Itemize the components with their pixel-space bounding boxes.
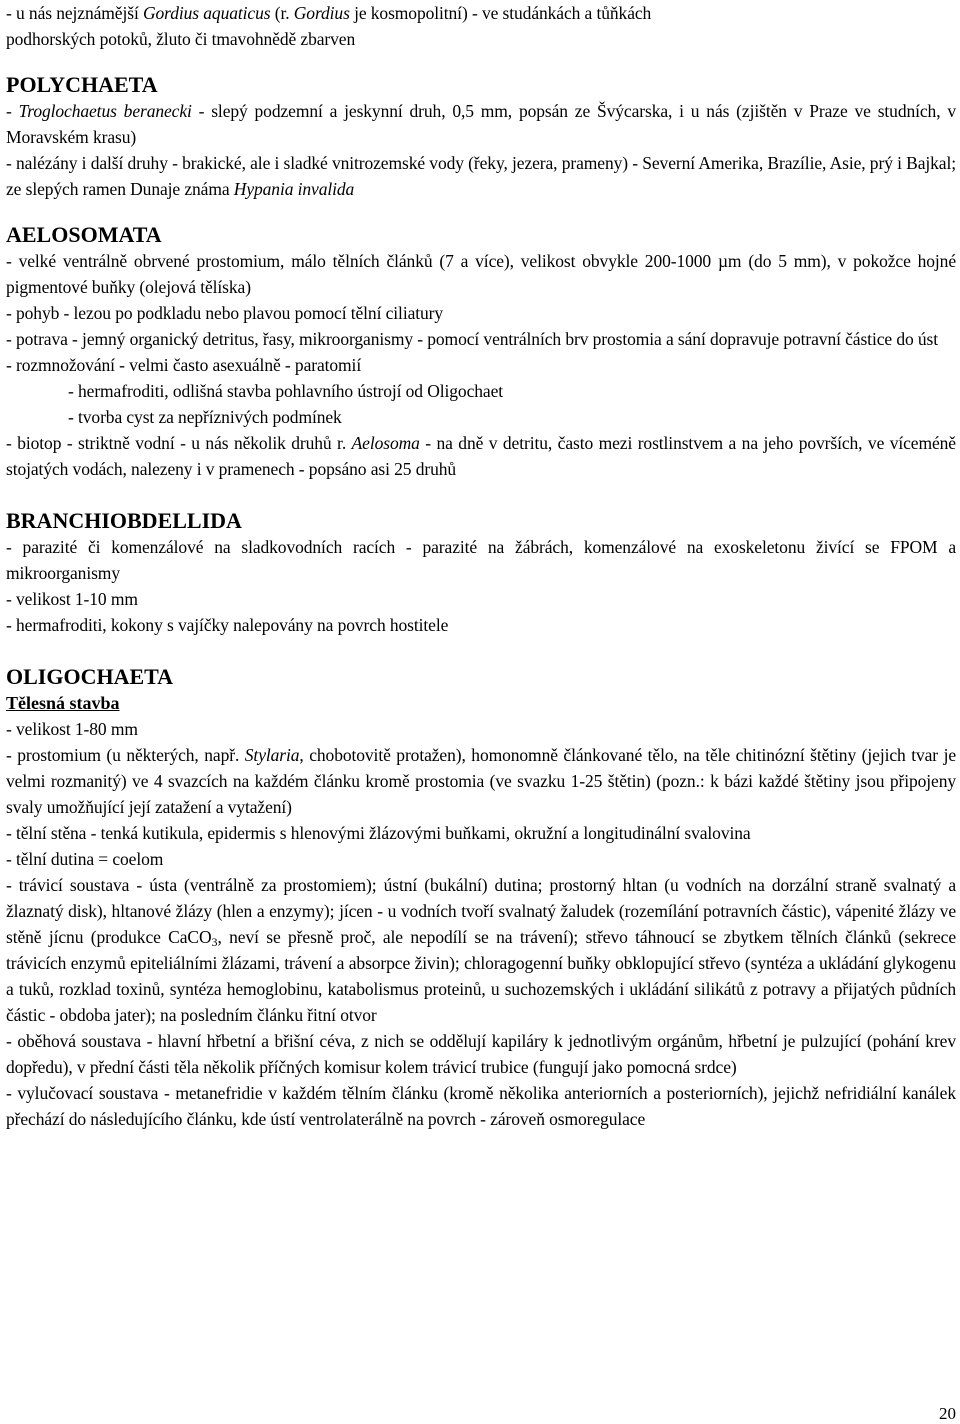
paragraph: - velké ventrálně obrvené prostomium, málo tělních článků (7 a více), velikost obvykle 200-1000 µm (do 5 mm), v pokožce hojné pigmentové buňky (olejová tělíska) — [6, 251, 956, 297]
text: je kosmopolitní) - ve studánkách a tůňkách — [349, 3, 652, 23]
paragraph: - rozmnožování - velmi často asexuálně - paratomií — [6, 355, 362, 375]
paragraph: - velikost 1-10 mm — [6, 589, 138, 609]
paragraph: - tělní stěna - tenká kutikula, epidermis s hlenovými žlázovými buňkami, okružní a longitudinální svalovina — [6, 823, 751, 843]
paragraph: - parazité či komenzálové na sladkovodních racích - parazité na žábrách, komenzálové na exoskeletonu živící se FPOM a mikroorganismy — [6, 537, 956, 583]
section-heading-branchiobdellida: BRANCHIOBDELLIDA — [6, 508, 242, 533]
section-heading-aelosomata: AELOSOMATA — [6, 222, 162, 247]
species-name: Hypania invalida — [233, 179, 355, 199]
paragraph: - prostomium (u některých, např. Stylaria, chobotovitě protažen), homonomně článkované tělo, na těle chitinózní štětiny (jejich tvar je velmi rozmanitý) ve 4 svazcích na každém článku kromě prostomia (ve svazku 1-25 štětin) (pozn.: k bázi každé štětiny jsou připojeny svaly umožňující její zatažení a vytažení) — [6, 745, 956, 817]
paragraph: - biotop - striktně vodní - u nás několik druhů r. Aelosoma - na dně v detritu, často mezi rostlinstvem a na jeho površích, ve víceméně stojatých vodách, nalezeny i v pramenech - popsáno asi 25 druhů — [6, 433, 956, 479]
paragraph-indented: - tvorba cyst za nepříznivých podmínek — [68, 407, 342, 427]
paragraph: - oběhová soustava - hlavní hřbetní a břišní céva, z nich se oddělují kapiláry k jednotlivým orgánům, hřbetní je pulzující (pohání krev dopředu), v přední části těla několik příčných komisur kolem trávicí trubice (fungují jako pomocná srdce) — [6, 1031, 956, 1077]
text: - u nás nejznámější — [6, 3, 143, 23]
genus-name: Gordius — [293, 3, 350, 23]
paragraph: - tělní dutina = coelom — [6, 849, 164, 869]
subsection-heading: Tělesná stavba — [6, 693, 120, 713]
intro-line — [6, 0, 956, 26]
paragraph-indented: - hermafroditi, odlišná stavba pohlavního ústrojí od Oligochaet — [68, 381, 503, 401]
genus-name: Aelosoma — [351, 433, 420, 453]
paragraph: - trávicí soustava - ústa (ventrálně za prostomiem); ústní (bukální) dutina; prostorný hltan (u vodních na dorzální straně svalnatý a žlaznatý disk), hltanové žlázy (hlen a enzymy); jícen - u vodních tvoří svalnatý žaludek (rozemílání potravních částic), vápenité žlázy ve stěně jícnu (produkce CaCO$_3$, neví se přesně proč, ale nepodílí se na trávení); střevo táhnoucí se zbytkem tělních článků (sekrece trávicích enzymů epiteliálními žlázami, trávení a absorpce živin); chloragogenní buňky obklopující střevo (syntéza a ukládání glykogenu a tuků, rozklad toxinů, syntéza hemoglobinu, katabolismus proteinů, u suchozemských i ukládání silikátů z potravy a přijatých půdních částic - obdoba jater); na posledním článku řitní otvor — [6, 875, 957, 1025]
paragraph: - potrava - jemný organický detritus, řasy, mikroorganismy - pomocí ventrálních brv prostomia a sání dopravuje potravní částice do úst — [6, 329, 939, 349]
species-name: Troglochaetus beranecki — [18, 101, 192, 121]
paragraph: - nalézány i další druhy - brakické, ale i sladké vnitrozemské vody (řeky, jezera, prameny) - Severní Amerika, Brazílie, Asie, prý i Bajkal; ze slepých ramen Dunaje známa Hypania invalida — [6, 153, 956, 199]
paragraph: - pohyb - lezou po podkladu nebo plavou pomocí tělní ciliatury — [6, 303, 444, 323]
section-heading-oligochaeta: OLIGOCHAETA — [6, 664, 174, 689]
document-page — [6, 0, 956, 1132]
text: (r. — [270, 3, 294, 23]
paragraph: - hermafroditi, kokony s vajíčky nalepovány na povrch hostitele — [6, 615, 449, 635]
species-name: Gordius aquaticus — [142, 3, 271, 23]
paragraph: - Troglochaetus beranecki - slepý podzemní a jeskynní druh, 0,5 mm, popsán ze Švýcarska, i u nás (zjištěn v Praze ve studních, v Moravském krasu) — [6, 101, 956, 147]
subscript: 3 — [211, 935, 218, 949]
paragraph: - velikost 1-80 mm — [6, 719, 138, 739]
paragraph: - vylučovací soustava - metanefridie v každém tělním článku (kromě několika anteriorních a posteriorních), jejichž nefridiální kanálek přechází do následujícího článku, kde ústí ventrolaterálně na povrch - zároveň osmoregulace — [6, 1083, 956, 1129]
genus-name: Stylaria — [244, 745, 300, 765]
intro-line-2: podhorských potoků, žluto či tmavohnědě zbarven — [6, 29, 356, 49]
section-heading-polychaeta: POLYCHAETA — [6, 72, 158, 97]
page-number: 20 — [939, 1404, 956, 1423]
